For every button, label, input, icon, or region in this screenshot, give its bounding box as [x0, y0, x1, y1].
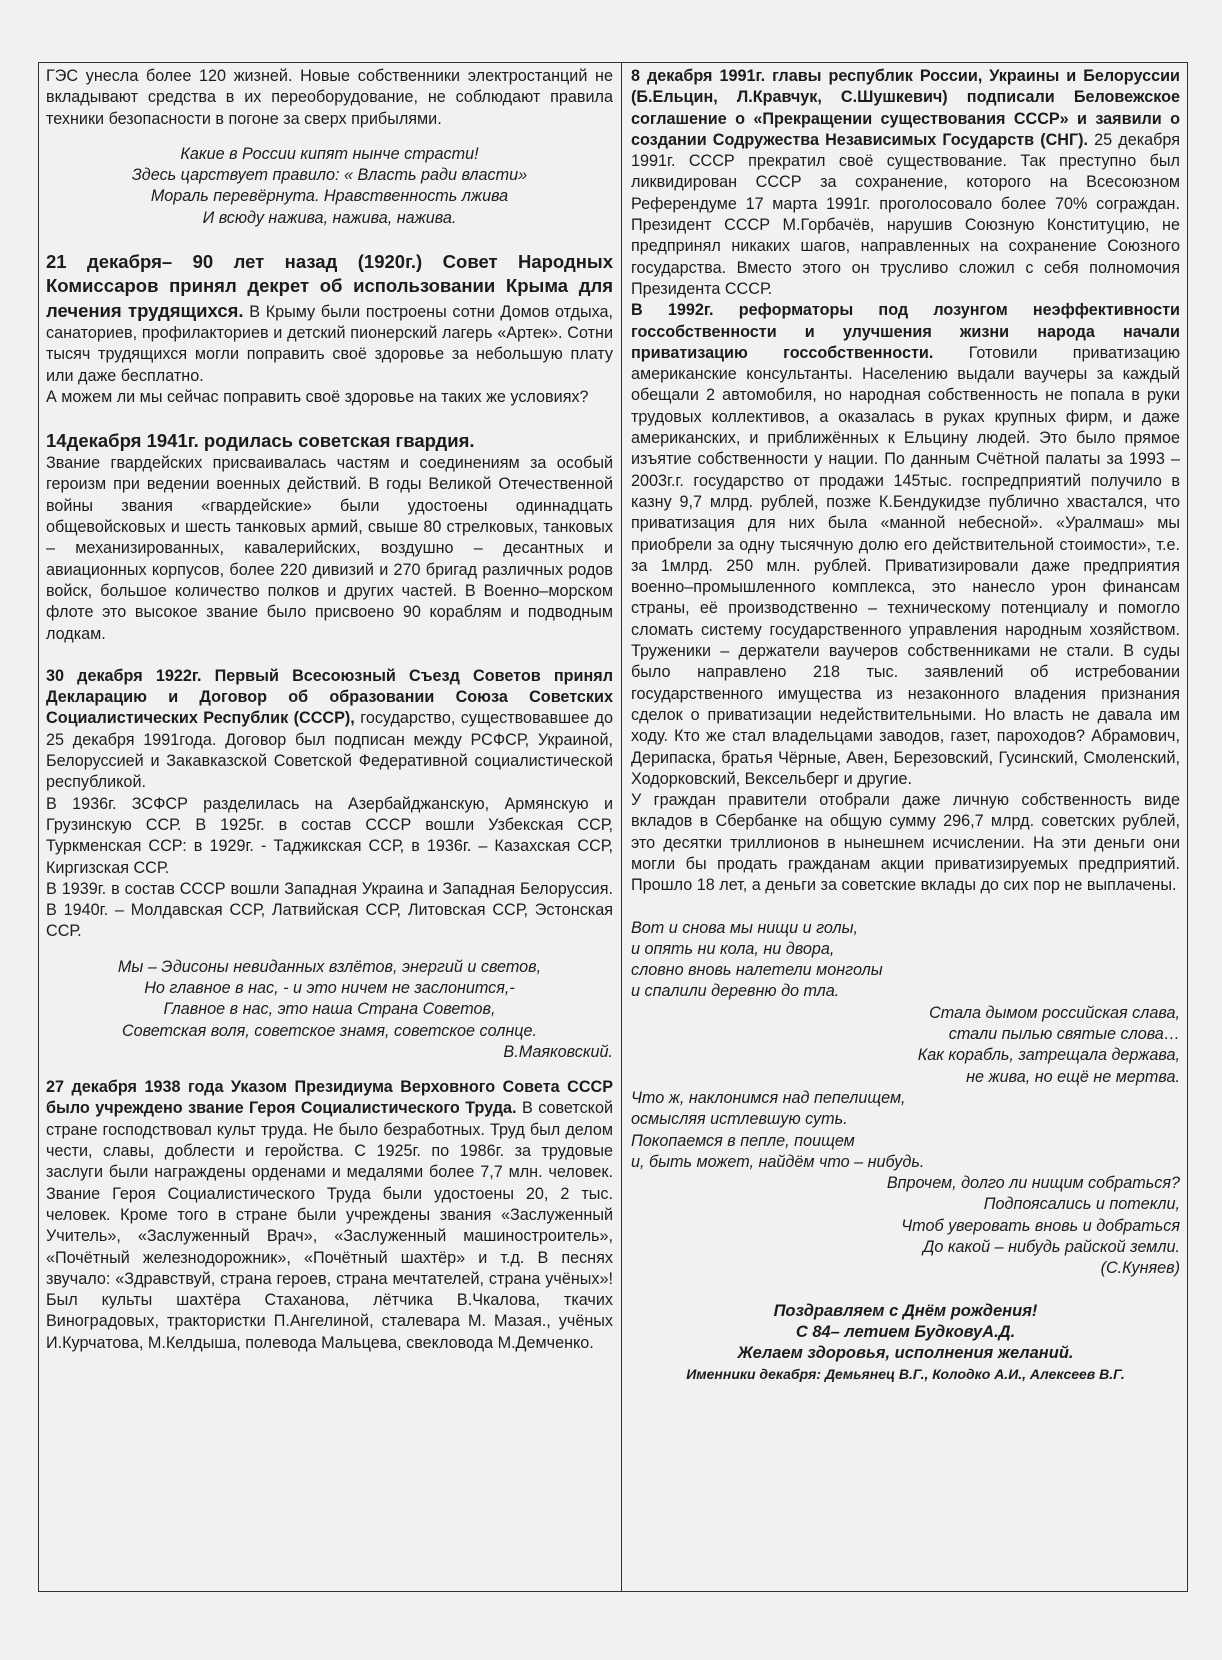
poem-line: Что ж, наклонимся над пепелищем,	[631, 1088, 906, 1107]
article-belovezh-heading: 8 декабря 1991г. главы республик России, Украины и Белоруссии (Б.Ельцин, Л.Кравчук, С.Шушкевич) подписали Беловежское соглашение о «Прекращении существования СССР» и заявили о создании Содружества Независимых Государств (СНГ).	[631, 67, 1180, 149]
poem-line: Какие в России кипят нынче страсти!	[180, 144, 479, 163]
article-hero	[46, 1077, 613, 1354]
poem-line: и, быть может, найдём что – нибудь.	[631, 1152, 925, 1171]
article-crimea-heading: 21 декабря– 90 лет назад (1920г.) Совет Народных Комиссаров принял декрет об использовании Крыма для лечения трудящихся.	[46, 251, 613, 321]
poem-line: Вот и снова мы нищи и голы,	[631, 918, 859, 937]
poem-line: Чтоб уверовать вновь и добраться	[901, 1216, 1180, 1235]
poem-author: В.Маяковский.	[503, 1042, 613, 1061]
poem-line: Стала дымом российская слава,	[929, 1003, 1180, 1022]
poem-line: Но главное в нас, - и это ничем не заслонится,-	[144, 978, 515, 997]
poem-line: и опять ни кола, ни двора,	[631, 939, 835, 958]
poem-line: Как корабль, затрещала держава,	[917, 1046, 1180, 1065]
article-crimea	[46, 250, 613, 387]
article-belovezh	[631, 66, 1180, 300]
poem-line: стали пылью святые слова…	[948, 1025, 1180, 1044]
article-guard-heading: 14декабря 1941г. родилась советская гвардия.	[46, 430, 475, 452]
article-ussr	[46, 666, 613, 794]
poem-line: Впрочем, долго ли нищим собраться?	[886, 1174, 1180, 1193]
greeting-line: Именники декабря: Демьянец В.Г., Колодко А.И., Алексеев В.Г.	[686, 1365, 1125, 1382]
article-privatization	[631, 300, 1180, 790]
right-column	[622, 63, 1187, 1591]
greeting-line: С 84– летием БудковуА.Д.	[795, 1322, 1016, 1341]
article-ussr-heading: 30 декабря 1922г. Первый Всесоюзный Съезд Советов принял Декларацию и Договор об образовании Союза Советских Социалистических Республик (СССР),	[46, 666, 613, 728]
article-belovezh-body: 25 декабря 1991г. СССР прекратил своё существование. Так преступно был ликвидирован СССР за сохранение, которого на Всесоюзном Референдуме 17 марта 1991г. проголосовало более 70% сограждан. Президент СССР М.Горбачёв, нарушив Союзную Конституцию, не предпринял никаких шагов, направленных на сохранение Союзного государства. Вместо этого он трусливо сложил с себя полномочия Президента СССР.	[631, 130, 1181, 298]
article-crimea-body: В Крыму были построены сотни Домов отдыха, санаториев, профилакториев и детский пионерский лагерь «Артек». Сотни тысяч трудящихся могли поправить своё здоровье за небольшую плату или даже бесплатно.	[46, 302, 613, 385]
article-privatization-p2: У граждан правители отобрали даже личную собственность виде вкладов в Сбербанке на общую сумму 296,7 млрд. советских рублей, это десятки триллионов в нынешнем исчислении. На эти деньги они могли бы продать гражданам акции приватизируемых предприятий. Прошло 18 лет, а деньги за советские вклады до сих пор не выплачены.	[631, 791, 1180, 895]
poem-kunyaev-c	[631, 1088, 1180, 1173]
article-hero-body: В советской стране господствовал культ труда. Не было безработных. Труд был делом чести, славы, доблести и геройства. С 1925г. по 1986г. за трудовые заслуги были награждены орденами и медалями более 7,7 млн. человек. Звание Героя Социалистического Труда были удостоены 20, 2 тыс. человек. Кроме того в стране были учреждены звания «Заслуженный Учитель», «Заслуженный Врач», «Заслуженный машиностроитель», «Почётный железнодорожник», «Почётный шахтёр» и т.д. В песнях звучало: «Здравствуй, страна героев, страна мечтателей, страна учёных»! Был культы шахтёра Стаханова, лётчика В.Чкалова, ткачих Виноградовых, трактористки П.Ангелиной, сталевара М. Мазая., учёных И.Курчатова, М.Келдыша, полевода Мальцева, свекловода М.Демченко.	[46, 1099, 613, 1352]
poem-line: Мы – Эдисоны невиданных взлётов, энергий и светов,	[117, 957, 542, 976]
greeting-line: Желаем здоровья, исполнения желаний.	[737, 1343, 1074, 1362]
article-ussr-p3: В 1939г. в состав СССР вошли Западная Украина и Западная Белоруссия. В 1940г. – Молдавская ССР, Латвийская ССР, Литовская ССР, Эстонская ССР.	[46, 879, 613, 941]
article-ussr-p2: В 1936г. ЗСФСР разделилась на Азербайджанскую, Армянскую и Грузинскую ССР. В 1925г. в состав СССР вошли Узбекская ССР, Туркменская ССР: в 1929г. - Таджикская ССР, в 1936г. – Казахская ССР, Киргизская ССР.	[46, 794, 613, 877]
article-privatization-heading: В 1992г. реформаторы под лозунгом неэффективности госсобственности и улучшения жизни народа начали приватизацию госсобственности.	[631, 301, 1180, 362]
article-privatization-body: Готовили приватизацию американские консультанты. Населению выдали ваучеры за каждый обещали 2 автомобиля, но народная собственность не попала в руки трудовых коллективов, а оказалась в руках крупных фирм, и даже американских, и приближённых к Ельцину людей. Это было прямое изъятие собственности у нации. По данным Счётной палаты за 1993 – 2003г.г. государство от продажи 145тыс. госпредприятий получило в казну 9,7 млрд. рублей, позже К.Бендукидзе публично хвастался, что приватизация для них была «манной небесной». «Уралмаш» мы приобрели за одну тысячную долю его действительной стоимости», т.е. за 1млрд. 250 млн. рублей. Приватизировали даже предприятия военно–промышленного комплекса, это нанесло урон финансам страны, её производственно – техническому потенциалу и помогло сломать систему государственного управления народным хозяйством. Труженики – держатели ваучеров собственниками не стали. В суды было направлено 218 тыс. заявлений об истребовании государственного имущества из незаконного владения признания сделок о приватизации недействительными. Но власть не давала им ходу. Кто же стал владельцами заводов, газет, пароходов? Абрамович, Дерипаска, братья Чёрные, Авен, Березовский, Гусинский, Смоленский, Ходорковский, Вексельберг и другие.	[631, 343, 1180, 788]
poem-kunyaev-d	[631, 1173, 1180, 1279]
poem-author: (С.Куняев)	[1100, 1259, 1180, 1278]
article-guard-body: Звание гвардейских присваивалась частям и соединениям за особый героизм при ведении военных действий. В годы Великой Отечественной войны звания «гвардейские» были удостоены одиннадцать общевойсковых и шесть танковых армий, свыше 80 стрелковых, танковых – механизированных, кавалерийских, воздушно – десантных и авиационных корпусов, более 220 дивизий и 270 бригад различных родов войск, большое количество полков и других частей. В Военно–морском флоте это высокое звание было присвоено 90 кораблям и подводным лодкам.	[46, 454, 613, 643]
newspaper-page	[38, 62, 1188, 1592]
poem-line: словно вновь налетели монголы	[631, 961, 883, 980]
poem-passions	[46, 144, 613, 229]
poem-line: Здесь царствует правило: « Власть ради власти»	[131, 166, 528, 185]
poem-line: Советская воля, советское знамя, советское солнце.	[121, 1021, 538, 1040]
poem-mayakovsky	[46, 957, 613, 1063]
article-ussr-body: государство, существовавшее до 25 декабря 1991года. Договор был подписан между РСФСР, Украиной, Белоруссией и Закавказской Советской Федеративной социалистической республикой.	[46, 709, 613, 792]
greeting-line: Поздравляем с Днём рождения!	[773, 1301, 1038, 1320]
poem-line: До какой – нибудь райской земли.	[922, 1238, 1180, 1257]
poem-line: не жива, но ещё не мертва.	[966, 1067, 1180, 1086]
poem-line: И всюду нажива, нажива, нажива.	[202, 208, 457, 227]
left-column	[39, 63, 622, 1591]
poem-line: Покопаемся в пепле, поищем	[631, 1131, 855, 1150]
poem-line: осмысляя истлевшую суть.	[631, 1110, 848, 1129]
intro-paragraph: ГЭС унесла более 120 жизней. Новые собственники электростанций не вкладывают средства в их переоборудование, не соблюдают правила техники безопасности в погоне за сверх прибылями.	[46, 67, 613, 128]
poem-line: Подпоясались и потекли,	[983, 1195, 1180, 1214]
poem-line: Мораль перевёрнута. Нравственность лжива	[150, 187, 509, 206]
article-crimea-question: А можем ли мы сейчас поправить своё здоровье на таких же условиях?	[46, 387, 589, 406]
poem-kunyaev-a	[631, 918, 1180, 1003]
article-hero-heading: 27 декабря 1938 года Указом Президиума Верховного Совета СССР было учреждено звание Героя Социалистического Труда.	[46, 1078, 613, 1118]
poem-line: и спалили деревню до тла.	[631, 982, 840, 1001]
poem-kunyaev-b	[631, 1003, 1180, 1088]
birthday-greeting	[631, 1301, 1180, 1385]
poem-line: Главное в нас, это наша Страна Советов,	[163, 1000, 496, 1019]
